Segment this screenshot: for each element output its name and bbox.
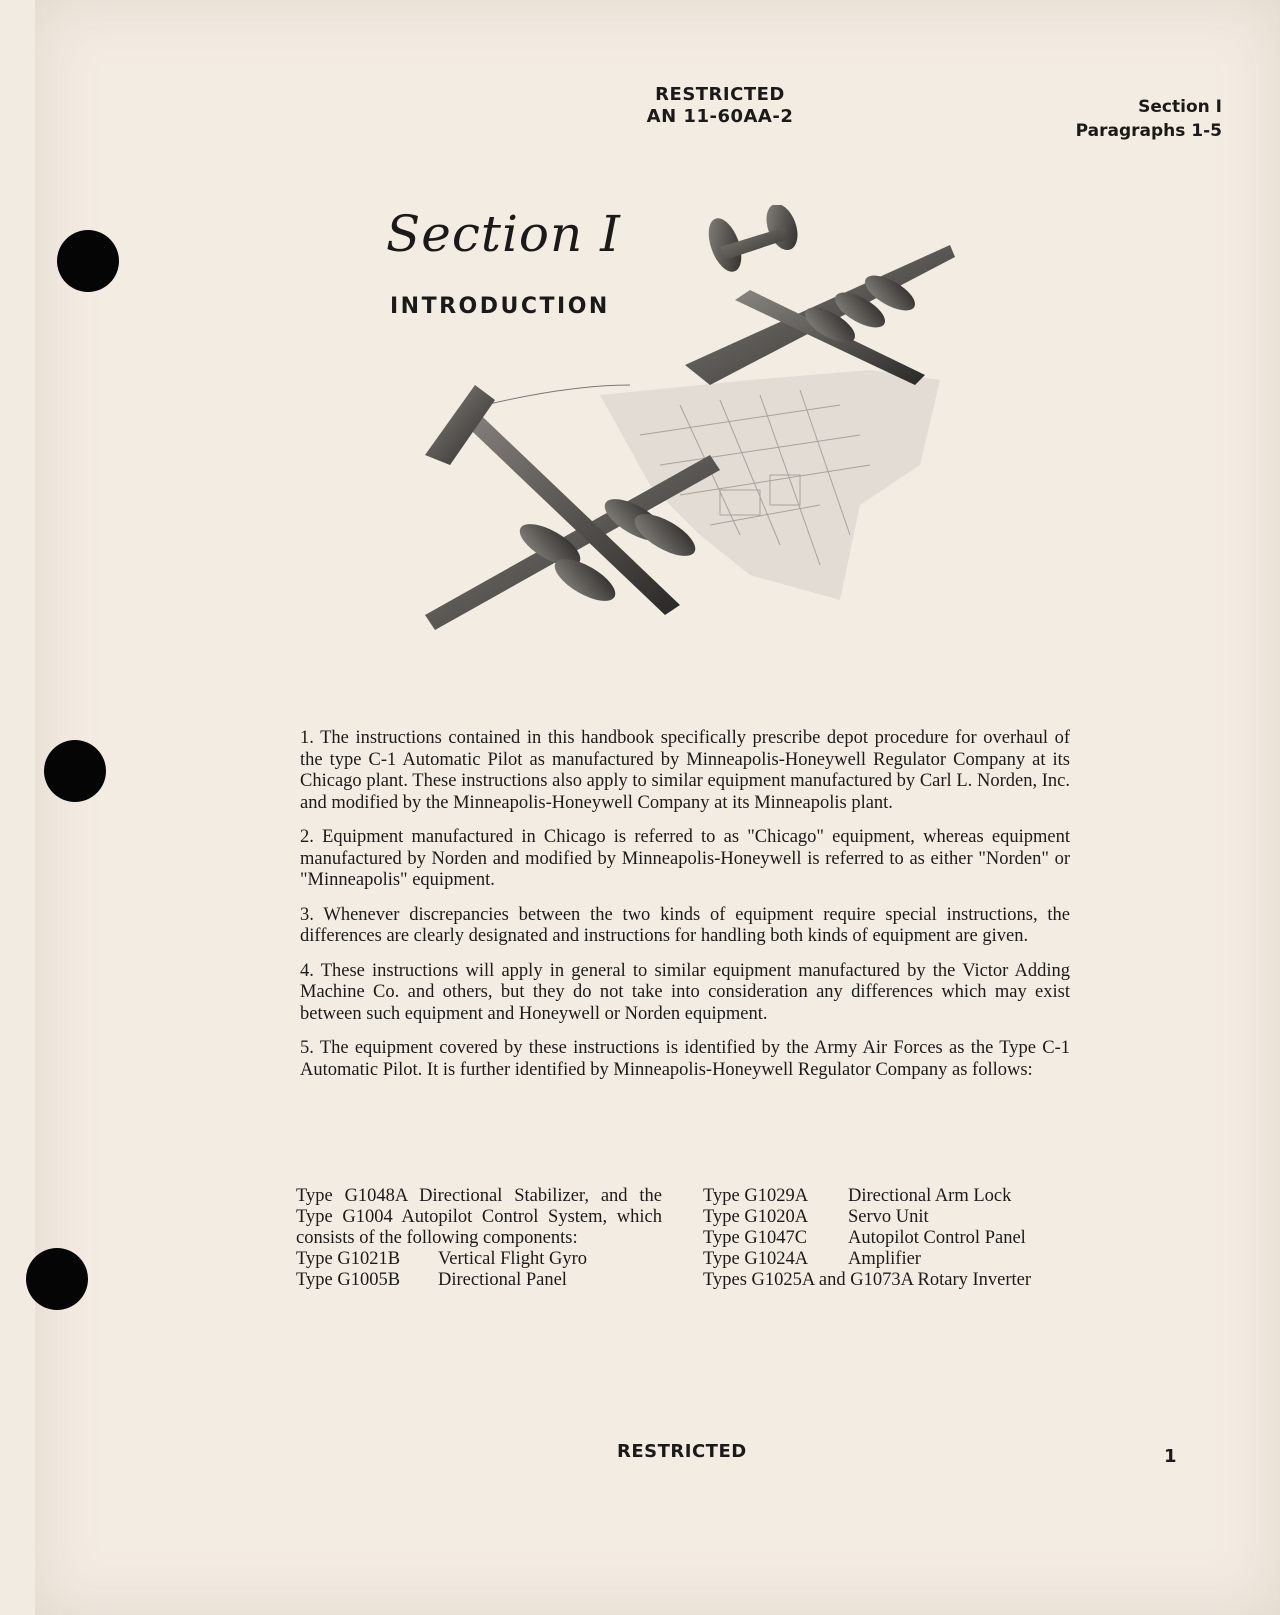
paragraph-1: 1. The instructions contained in this handbook specifically prescribe depot procedure for overhaul of the type C-1 Automatic Pilot as manufactured by Minneapolis-Honeywell Regulator Company at its Chicago plant. These instructions also apply to similar equipment manufactured by Carl L. Norden, Inc. and modified by the Minneapolis-Honeywell Company at its Minneapolis plant. [300, 728, 1070, 813]
document-number: AN 11-60AA-2 [646, 106, 794, 127]
paragraphs-label: Paragraphs 1-5 [1075, 121, 1222, 141]
page-header-right [1076, 95, 1222, 143]
component-code: Type G1029A [703, 1186, 809, 1206]
list-item [703, 1186, 1065, 1207]
list-item [703, 1207, 1065, 1228]
list-item [296, 1249, 662, 1270]
binder-hole [44, 740, 106, 802]
component-name: Servo Unit [848, 1207, 929, 1227]
list-item [296, 1270, 662, 1291]
component-name: Amplifier [848, 1249, 921, 1269]
component-intro: Type G1048A Directional Stabilizer, and the Type G1004 Autopilot Control System, which consists of the following components: [296, 1186, 662, 1248]
bombers-illustration [420, 205, 980, 655]
binder-hole [26, 1248, 88, 1310]
binder-hole [57, 230, 119, 292]
component-name: Vertical Flight Gyro [438, 1249, 588, 1269]
classification-marking: RESTRICTED [655, 84, 785, 105]
component-code: Type G1024A [703, 1249, 809, 1269]
page-header-center [620, 84, 820, 128]
footer-classification: RESTRICTED [617, 1441, 747, 1462]
component-name: Directional Arm Lock [848, 1186, 1012, 1206]
component-code: Type G1005B [296, 1270, 401, 1290]
paragraph-3: 3. Whenever discrepancies between the two kinds of equipment require special instructions, the differences are clearly designated and instructions for handling both kinds of equipment are given. [300, 904, 1070, 946]
component-name: Autopilot Control Panel [848, 1228, 1026, 1248]
paragraph-4: 4. These instructions will apply in general to similar equipment manufactured by the Victor Adding Machine Co. and others, but they do not take into consideration any differences which may exist between such equipment and Honeywell or Norden equipment. [300, 960, 1070, 1024]
list-item: Types G1025A and G1073A Rotary Inverter [703, 1270, 1032, 1290]
component-name: Directional Panel [438, 1270, 567, 1290]
body-paragraphs [300, 728, 1070, 1094]
section-script-title: Section I [386, 205, 621, 263]
component-code: Type G1021B [296, 1249, 401, 1269]
list-item [703, 1228, 1065, 1249]
component-list-right [703, 1186, 1065, 1291]
paragraph-5: 5. The equipment covered by these instructions is identified by the Army Air Forces as the Type C-1 Automatic Pilot. It is further identified by Minneapolis-Honeywell Regulator Company as follows: [300, 1038, 1070, 1080]
section-title: INTRODUCTION [390, 294, 610, 319]
component-list-left [296, 1186, 662, 1291]
page-number: 1 [1164, 1446, 1177, 1467]
section-label: Section I [1138, 97, 1222, 117]
component-code: Type G1020A [703, 1207, 809, 1227]
list-item [703, 1249, 1065, 1270]
component-code: Type G1047C [703, 1228, 808, 1248]
paragraph-2: 2. Equipment manufactured in Chicago is referred to as "Chicago" equipment, whereas equipment manufactured by Norden and modified by Minneapolis-Honeywell is referred to as either "Norden" or "Minneapolis" equipment. [300, 827, 1070, 890]
